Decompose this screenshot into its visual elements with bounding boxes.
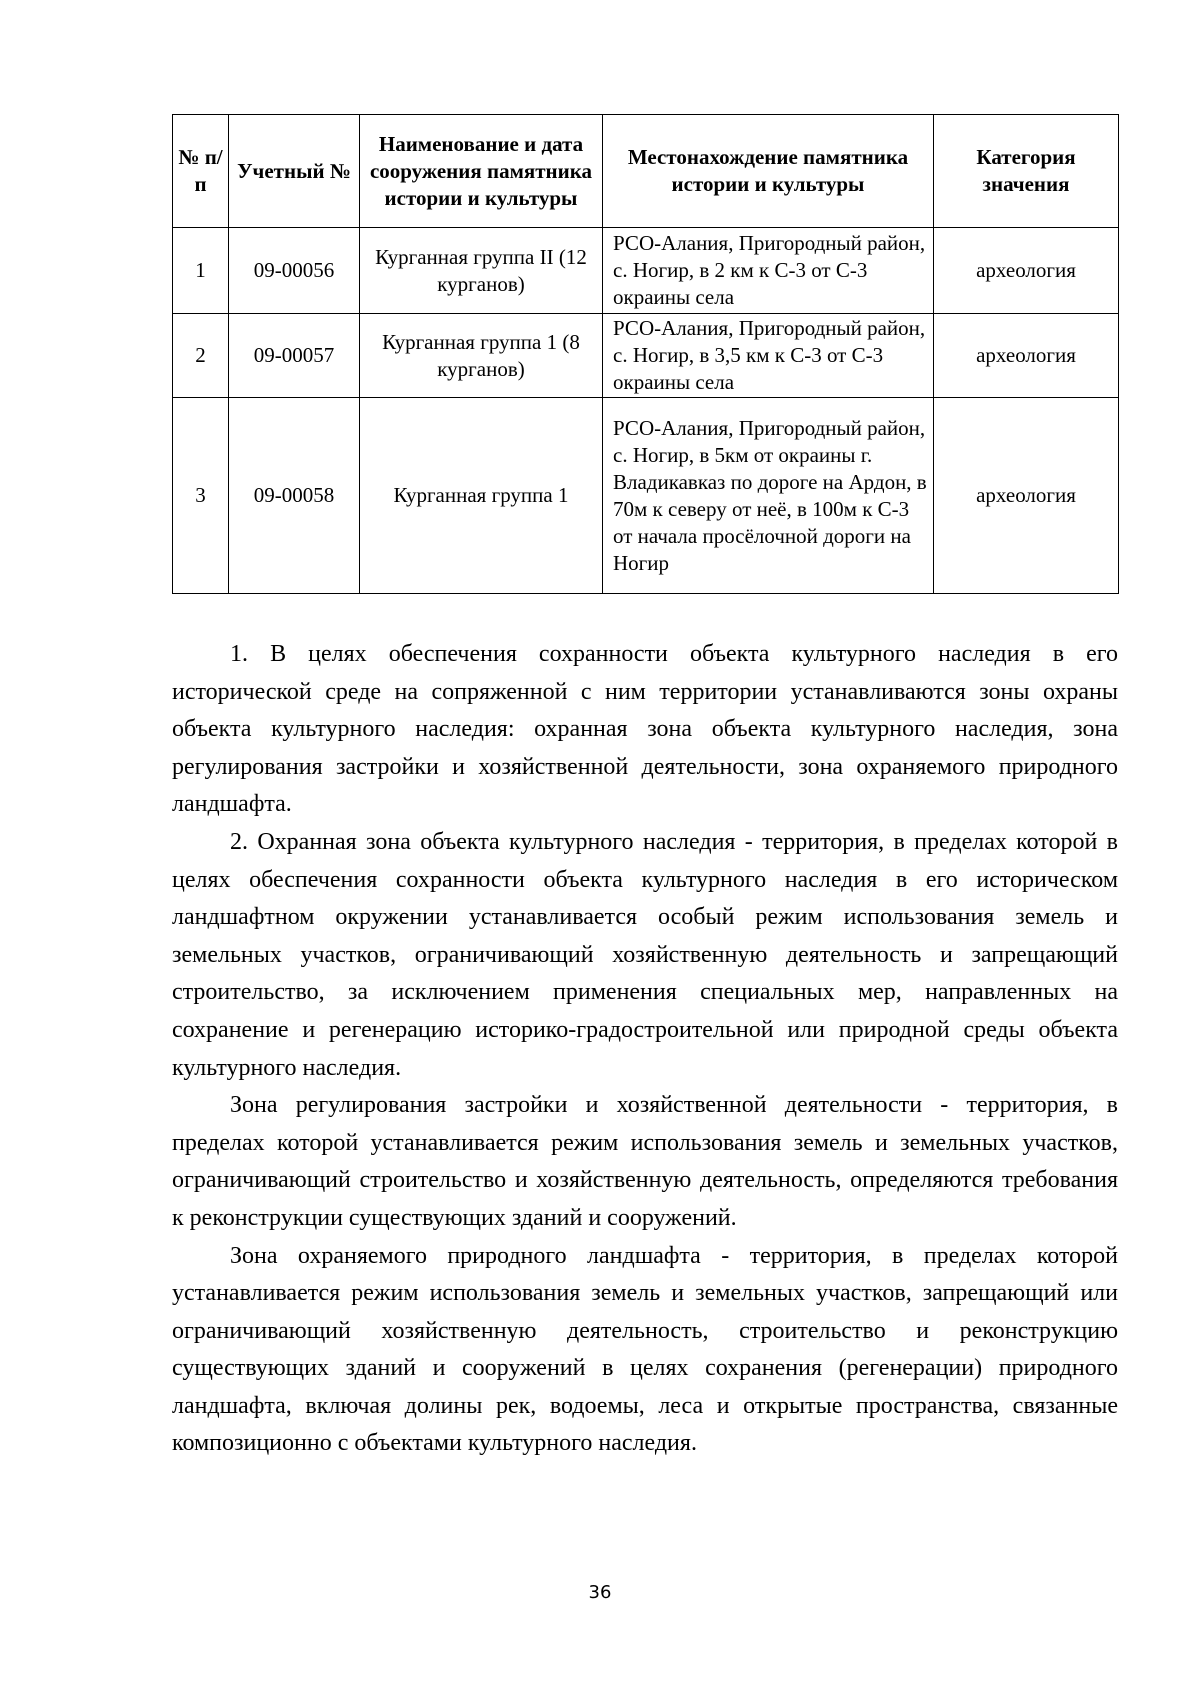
header-registration-number: Учетный № [229,115,360,228]
paragraph-development-regulation-zone: Зона регулирования застройки и хозяйственной деятельности - территория, в пределах которой устанавливается режим использования земель и земельных участков, ограничивающий строительство и хозяйственную деятельность, определяются требования к реконструкции существующих зданий и сооружений. [172,1092,1118,1231]
monuments-table [172,114,1119,594]
table-row [173,314,1119,398]
table-header-row [173,115,1119,228]
header-number: № п/п [173,115,229,228]
cell-number: 1 [173,228,229,314]
table-row [173,398,1119,594]
cell-number: 3 [173,398,229,594]
paragraph-protected-zone: 2. Охранная зона объекта культурного наследия - территория, в пределах которой в целях обеспечения сохранности объекта культурного наследия в его историческом ландшафтном окружении устанавливается особый режим использования земель и земельных участков, ограничивающий хозяйственную деятельность и запрещающий строительство, за исключением применения специальных мер, направленных на сохранение и регенерацию историко-градостроительной или природной среды объекта культурного наследия. [172,828,1118,1081]
cell-registration-number: 09-00056 [229,228,360,314]
paragraph-protection-zones: 1. В целях обеспечения сохранности объекта культурного наследия в его исторической среде на сопряженной с ним территории устанавливаются зоны охраны объекта культурного наследия: охранная зона объекта культурного наследия, зона регулирования застройки и хозяйственной деятельности, зона охраняемого природного ландшафта. [172,641,1118,818]
cell-registration-number: 09-00058 [229,398,360,594]
cell-location: РСО-Алания, Пригородный район, с. Ногир, в 3,5 км к С-3 от С-3 окраины села [603,314,934,398]
cell-name: Курганная группа 1 (8 курганов) [360,314,603,398]
cell-name: Курганная группа 1 [360,398,603,594]
cell-category: археология [934,228,1119,314]
cell-category: археология [934,314,1119,398]
cell-number: 2 [173,314,229,398]
page-number: 36 [588,1582,612,1603]
cell-category: археология [934,398,1119,594]
cell-location: РСО-Алания, Пригородный район, с. Ногир, в 5км от окраины г. Владикавказ по дороге на Ардон, в 70м к северу от неё, в 100м к С-3 от начала просёлочной дороги на Ногир [603,398,934,594]
header-name-and-date: Наименование и дата сооружения памятника истории и культуры [360,115,603,228]
paragraph-landscape-zone: Зона охраняемого природного ландшафта - территория, в пределах которой устанавливается режим использования земель и земельных участков, запрещающий или ограничивающий хозяйственную деятельность, строительство и реконструкцию существующих зданий и сооружений в целях сохранения (регенерации) природного ландшафта, включая долины рек, водоемы, леса и открытые пространства, связанные композиционно с объектами культурного наследия. [172,1242,1118,1457]
table-row [173,228,1119,314]
cell-location: РСО-Алания, Пригородный район, с. Ногир, в 2 км к С-3 от С-3 окраины села [603,228,934,314]
header-location: Местонахождение памятника истории и культуры [603,115,934,228]
cell-registration-number: 09-00057 [229,314,360,398]
header-category: Категория значения [934,115,1119,228]
body-text [172,636,1118,1463]
cell-name: Курганная группа II (12 курганов) [360,228,603,314]
